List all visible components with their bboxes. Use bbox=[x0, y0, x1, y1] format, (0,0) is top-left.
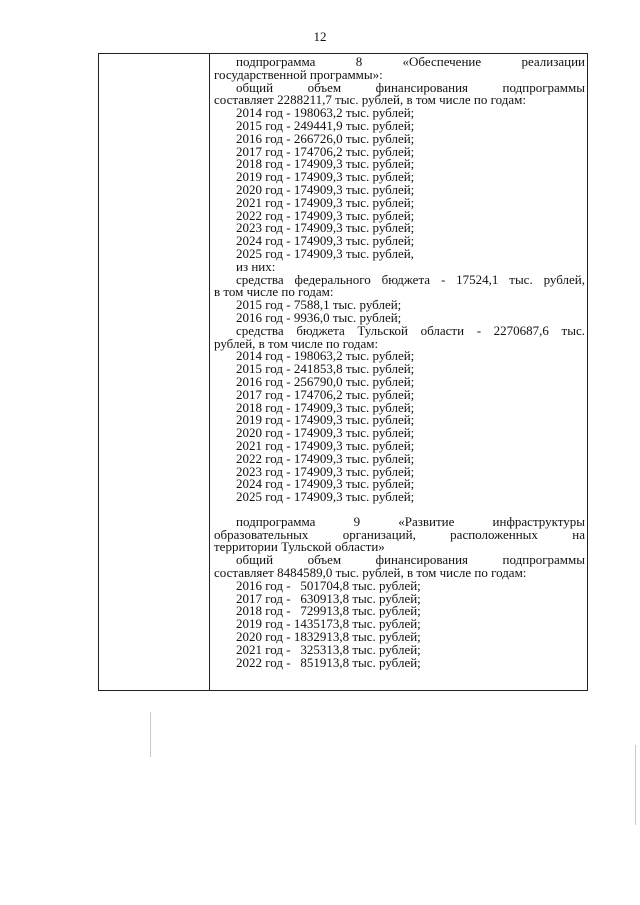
sub8-regional-year-line: 2015 год - 241853,8 тыс. рублей; bbox=[236, 361, 415, 377]
sub8-federal-year-line: 2016 год - 9936,0 тыс. рублей; bbox=[236, 309, 402, 325]
program-table bbox=[98, 53, 588, 691]
sub9-year-line: 2018 год - 729913,8 тыс. рублей; bbox=[236, 603, 421, 619]
sub9-total-line-2: составляет 8484589,0 тыс. рублей, в том числе по годам: bbox=[214, 565, 527, 581]
sub8-year-line: 2015 год - 249441,9 тыс. рублей; bbox=[236, 117, 415, 133]
sub8-regional-year-line: 2025 год - 174909,3 тыс. рублей; bbox=[236, 489, 415, 505]
sub8-year-line: 2023 год - 174909,3 тыс. рублей; bbox=[236, 220, 415, 236]
sub8-year-line: 2020 год - 174909,3 тыс. рублей; bbox=[236, 181, 415, 197]
sub8-year-line: 2019 год - 174909,3 тыс. рублей; bbox=[236, 169, 415, 185]
sub8-year-line: 2018 год - 174909,3 тыс. рублей; bbox=[236, 156, 415, 172]
sub8-regional-year-line: 2024 год - 174909,3 тыс. рублей; bbox=[236, 476, 415, 492]
sub9-title-line-1: подпрограмма 9 «Развитие инфраструктуры bbox=[236, 513, 585, 529]
table-row bbox=[99, 54, 588, 691]
sub8-year-line: 2014 год - 198063,2 тыс. рублей; bbox=[236, 105, 415, 121]
sub8-title-line-1: подпрограмма 8 «Обеспечение реализации bbox=[236, 54, 585, 69]
sub8-total-line-2: составляет 2288211,7 тыс. рублей, в том числе по годам: bbox=[214, 92, 526, 108]
sub8-regional-year-line: 2022 год - 174909,3 тыс. рублей; bbox=[236, 450, 415, 466]
sub8-regional-year-line: 2017 год - 174706,2 тыс. рублей; bbox=[236, 386, 415, 402]
sub9-year-line: 2021 год - 325313,8 тыс. рублей; bbox=[236, 641, 421, 657]
page-number: 12 bbox=[313, 29, 327, 44]
sub8-year-line: 2021 год - 174909,3 тыс. рублей; bbox=[236, 194, 415, 210]
sub8-year-line: 2017 год - 174706,2 тыс. рублей; bbox=[236, 143, 415, 159]
sub8-regional-line-1: средства бюджета Тульской области - 2270687,6 тыс. bbox=[236, 322, 585, 338]
sub8-year-line: 2025 год - 174909,3 тыс. рублей, bbox=[236, 245, 414, 261]
sub8-of-them: из них: bbox=[236, 258, 276, 274]
empty-label-cell bbox=[99, 54, 210, 691]
sub8-regional-year-line: 2016 год - 256790,0 тыс. рублей; bbox=[236, 373, 415, 389]
sub9-year-line: 2022 год - 851913,8 тыс. рублей; bbox=[236, 654, 421, 670]
funding-cell bbox=[210, 54, 588, 691]
sub8-regional-year-line: 2018 год - 174909,3 тыс. рублей; bbox=[236, 399, 415, 415]
sub8-regional-year-line: 2014 год - 198063,2 тыс. рублей; bbox=[236, 348, 415, 364]
sub8-year-line: 2022 год - 174909,3 тыс. рублей; bbox=[236, 207, 415, 223]
sub9-year-line: 2019 год - 1435173,8 тыс. рублей; bbox=[236, 616, 421, 632]
sub8-regional-year-line: 2023 год - 174909,3 тыс. рублей; bbox=[236, 463, 415, 479]
sub8-regional-year-line: 2021 год - 174909,3 тыс. рублей; bbox=[236, 437, 415, 453]
sub8-federal-line-1: средства федерального бюджета - 17524,1 тыс. рублей, bbox=[236, 271, 585, 287]
sub8-regional-line-2: рублей, в том числе по годам: bbox=[214, 335, 379, 351]
sub8-title-line-2: государственной программы»: bbox=[214, 66, 383, 82]
sub8-regional-year-line: 2020 год - 174909,3 тыс. рублей; bbox=[236, 425, 415, 441]
sub9-year-line: 2016 год - 501704,8 тыс. рублей; bbox=[236, 577, 421, 593]
sub8-year-line: 2016 год - 266726,0 тыс. рублей; bbox=[236, 130, 415, 146]
sub9-title-line-2: образовательных организаций, расположенных на bbox=[214, 526, 585, 542]
sub8-federal-line-2: в том числе по годам: bbox=[214, 284, 334, 300]
sub9-year-line: 2017 год - 630913,8 тыс. рублей; bbox=[236, 590, 421, 606]
sub8-federal-year-line: 2015 год - 7588,1 тыс. рублей; bbox=[236, 297, 402, 313]
sub9-year-line: 2020 год - 1832913,8 тыс. рублей; bbox=[236, 629, 421, 645]
sub9-title-line-3: территории Тульской области» bbox=[214, 539, 385, 555]
scan-artifact-line bbox=[635, 745, 636, 825]
sub8-year-line: 2024 год - 174909,3 тыс. рублей; bbox=[236, 233, 415, 249]
sub9-total-line-1: общий объем финансирования подпрограммы bbox=[236, 552, 585, 568]
sub8-total-line-1: общий объем финансирования подпрограммы bbox=[236, 79, 585, 95]
sub8-regional-year-line: 2019 год - 174909,3 тыс. рублей; bbox=[236, 412, 415, 428]
scan-artifact-line bbox=[150, 712, 151, 757]
